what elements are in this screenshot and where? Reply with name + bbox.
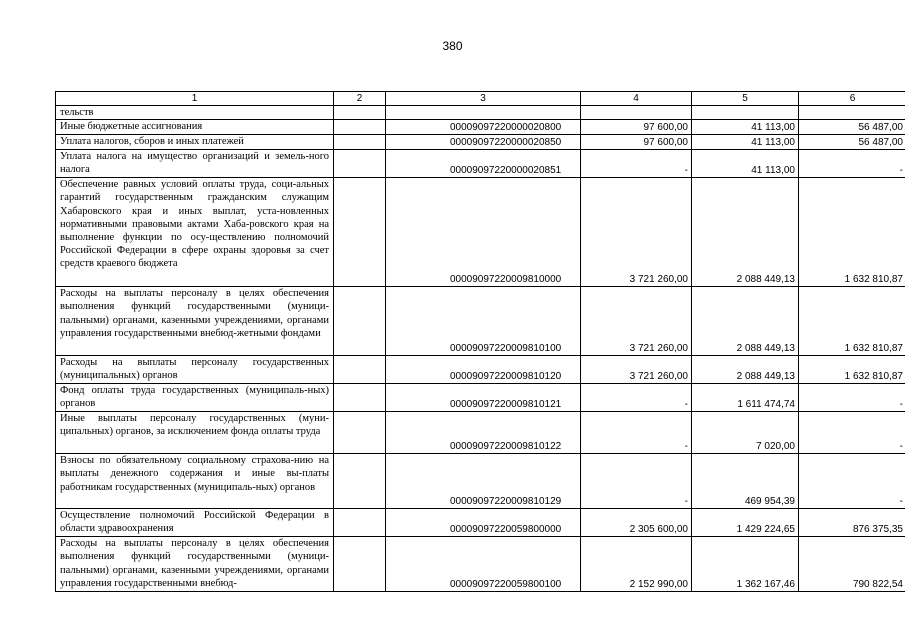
row-code-cell: 00009097220009810120 <box>386 356 581 384</box>
row-code-cell <box>386 106 581 120</box>
table-row <box>56 150 905 178</box>
row-col2-cell <box>334 150 386 178</box>
row-plan-cell <box>581 106 692 120</box>
row-name-cell: Уплата налогов, сборов и иных платежей <box>56 135 334 150</box>
row-name-cell: Иные бюджетные ассигнования <box>56 120 334 135</box>
row-remaining-cell: 1 632 810,87 <box>799 178 905 287</box>
row-plan-cell: 3 721 260,00 <box>581 356 692 384</box>
row-col2-cell <box>334 178 386 287</box>
row-name-cell: Обеспечение равных условий оплаты труда, соци-альных гарантий государственным гражданским служащим Хабаровского края и иных выплат, уста-новленных нормативными правовыми актами Хаба-ровского края на выполнение функции по осу-ществлению полномочий Российской Федерации в сфере охраны здоровья за счет средств краевого бюджета <box>56 178 334 287</box>
column-header: 2 <box>334 92 386 106</box>
row-plan-cell: - <box>581 412 692 454</box>
row-col2-cell <box>334 384 386 412</box>
row-col2-cell <box>334 120 386 135</box>
column-header: 4 <box>581 92 692 106</box>
row-name-cell: Расходы на выплаты персоналу в целях обеспечения выполнения функций государственными (муници-пальными) органами, казенными учреждениями, органами управления государственными внебюд- <box>56 537 334 592</box>
row-name-cell: Уплата налога на имущество организаций и земель-ного налога <box>56 150 334 178</box>
row-code-cell: 00009097220000020851 <box>386 150 581 178</box>
table-row <box>56 178 905 287</box>
row-plan-cell: - <box>581 454 692 509</box>
table-row <box>56 287 905 356</box>
row-code-cell: 00009097220000020850 <box>386 135 581 150</box>
row-plan-cell: - <box>581 150 692 178</box>
row-plan-cell: - <box>581 384 692 412</box>
row-name-cell: Взносы по обязательному социальному страхова-нию на выплаты денежного содержания и иные вы-платы работникам государственных (муниципаль-ных) органов <box>56 454 334 509</box>
row-code-cell: 00009097220009810129 <box>386 454 581 509</box>
row-executed-cell: 41 113,00 <box>692 120 799 135</box>
page-number: 380 <box>442 39 463 53</box>
row-name-cell: тельств <box>56 106 334 120</box>
table-row <box>56 120 905 135</box>
row-col2-cell <box>334 135 386 150</box>
row-executed-cell: 7 020,00 <box>692 412 799 454</box>
row-executed-cell: 469 954,39 <box>692 454 799 509</box>
table-header-row <box>56 92 905 106</box>
row-col2-cell <box>334 356 386 384</box>
row-remaining-cell: 1 632 810,87 <box>799 287 905 356</box>
row-code-cell: 00009097220009810122 <box>386 412 581 454</box>
row-code-cell: 00009097220059800100 <box>386 537 581 592</box>
row-executed-cell: 1 611 474,74 <box>692 384 799 412</box>
row-remaining-cell: - <box>799 454 905 509</box>
table-row <box>56 509 905 537</box>
row-executed-cell: 2 088 449,13 <box>692 178 799 287</box>
row-col2-cell <box>334 537 386 592</box>
row-plan-cell: 2 305 600,00 <box>581 509 692 537</box>
row-remaining-cell: 876 375,35 <box>799 509 905 537</box>
row-executed-cell: 2 088 449,13 <box>692 356 799 384</box>
row-remaining-cell: - <box>799 412 905 454</box>
row-executed-cell: 41 113,00 <box>692 150 799 178</box>
row-remaining-cell: 56 487,00 <box>799 120 905 135</box>
row-executed-cell: 1 362 167,46 <box>692 537 799 592</box>
row-remaining-cell: 790 822,54 <box>799 537 905 592</box>
row-remaining-cell: - <box>799 384 905 412</box>
row-remaining-cell: 56 487,00 <box>799 135 905 150</box>
row-col2-cell <box>334 106 386 120</box>
row-name-cell: Расходы на выплаты персоналу государственных (муниципальных) органов <box>56 356 334 384</box>
row-col2-cell <box>334 412 386 454</box>
row-code-cell: 00009097220000020800 <box>386 120 581 135</box>
row-code-cell: 00009097220009810100 <box>386 287 581 356</box>
row-plan-cell: 2 152 990,00 <box>581 537 692 592</box>
column-header: 1 <box>56 92 334 106</box>
row-executed-cell: 41 113,00 <box>692 135 799 150</box>
row-executed-cell: 1 429 224,65 <box>692 509 799 537</box>
row-code-cell: 00009097220059800000 <box>386 509 581 537</box>
row-plan-cell: 3 721 260,00 <box>581 178 692 287</box>
row-plan-cell: 97 600,00 <box>581 120 692 135</box>
table-row <box>56 384 905 412</box>
table-row <box>56 135 905 150</box>
table-row <box>56 537 905 592</box>
table-row <box>56 412 905 454</box>
row-code-cell: 00009097220009810121 <box>386 384 581 412</box>
row-col2-cell <box>334 287 386 356</box>
table-row <box>56 356 905 384</box>
table-row <box>56 454 905 509</box>
row-name-cell: Фонд оплаты труда государственных (муниципаль-ных) органов <box>56 384 334 412</box>
column-header: 6 <box>799 92 905 106</box>
column-header: 3 <box>386 92 581 106</box>
row-remaining-cell: - <box>799 150 905 178</box>
column-header: 5 <box>692 92 799 106</box>
row-name-cell: Расходы на выплаты персоналу в целях обеспечения выполнения функций государственными (муници-пальными) органами, казенными учреждениями, органами управления государственными внебюд-жетными фондами <box>56 287 334 356</box>
row-col2-cell <box>334 454 386 509</box>
row-name-cell: Осуществление полномочий Российской Федерации в области здравоохранения <box>56 509 334 537</box>
row-executed-cell: 2 088 449,13 <box>692 287 799 356</box>
row-executed-cell <box>692 106 799 120</box>
row-code-cell: 00009097220009810000 <box>386 178 581 287</box>
row-col2-cell <box>334 509 386 537</box>
row-plan-cell: 3 721 260,00 <box>581 287 692 356</box>
table-row <box>56 106 905 120</box>
row-plan-cell: 97 600,00 <box>581 135 692 150</box>
row-remaining-cell: 1 632 810,87 <box>799 356 905 384</box>
budget-table <box>55 91 905 592</box>
row-remaining-cell <box>799 106 905 120</box>
row-name-cell: Иные выплаты персоналу государственных (муни-ципальных) органов, за исключением фонда оплаты труда <box>56 412 334 454</box>
